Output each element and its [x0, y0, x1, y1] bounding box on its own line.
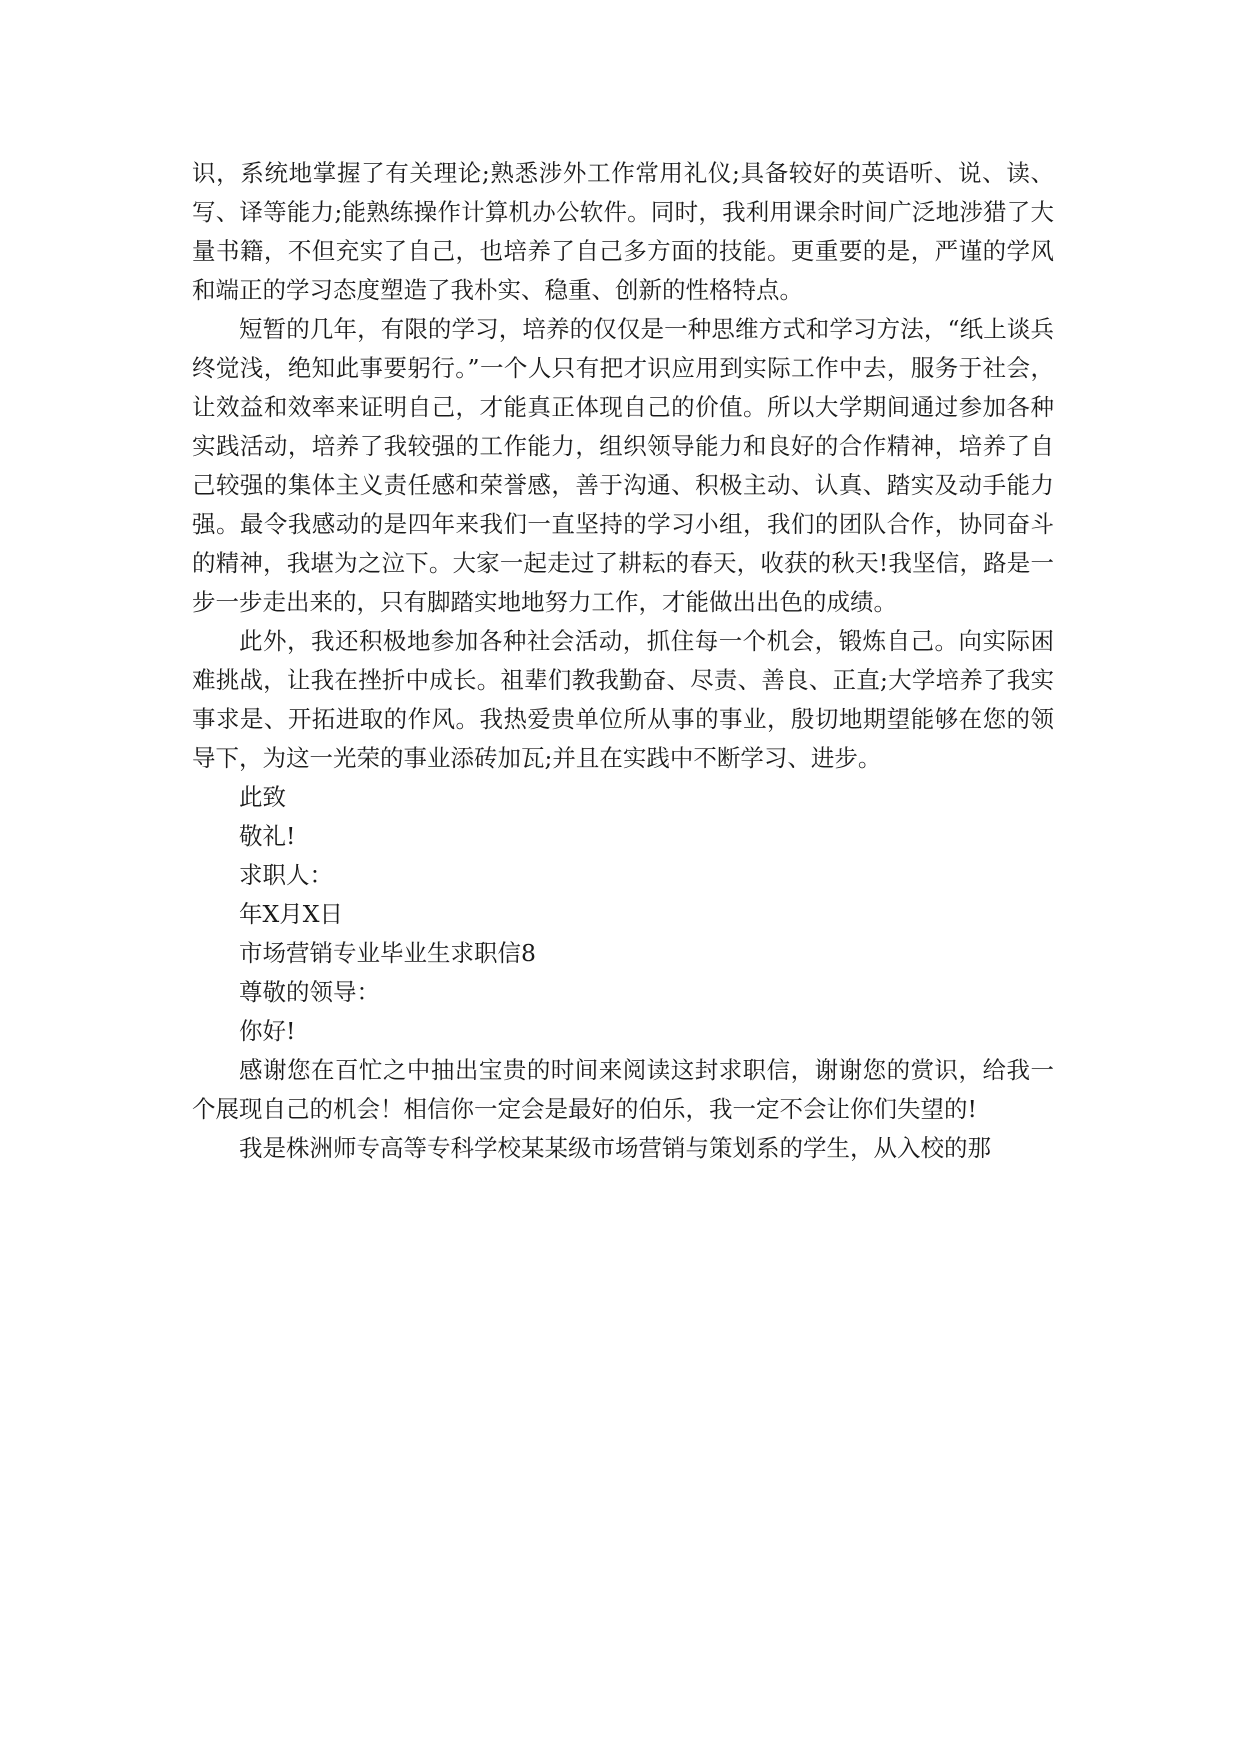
paragraph-skills: 识，系统地掌握了有关理论;熟悉涉外工作常用礼仪;具备较好的英语听、说、读、写、译等能力;能熟练操作计算机办公软件。同时，我利用课余时间广泛地涉猎了大量书籍，不但充实了自己，也培养了自己多方面的技能。更重要的是，严谨的学风和端正的学习态度塑造了我朴实、稳重、创新的性格特点。 [192, 159, 1054, 304]
paragraph-activities: 此外，我还积极地参加各种社会活动，抓住每一个机会，锻炼自己。向实际困难挑战，让我在挫折中成长。祖辈们教我勤奋、尽责、善良、正直;大学培养了我实事求是、开拓进取的作风。我热爱贵单位所从事的事业，殷切地期望能够在您的领导下，为这一光荣的事业添砖加瓦;并且在实践中不断学习、进步。 [192, 627, 1054, 772]
document-body [192, 154, 1054, 1168]
section-title: 市场营销专业毕业生求职信8 [239, 939, 536, 967]
closing-regards: 敬礼! [239, 822, 296, 850]
paragraph-intro: 我是株洲师专高等专科学校某某级市场营销与策划系的学生，从入校的那 [239, 1134, 991, 1162]
closing-salutation: 此致 [239, 783, 286, 811]
date-line: 年X月X日 [239, 900, 343, 928]
applicant-label: 求职人： [239, 861, 333, 889]
paragraph-practice: 短暂的几年，有限的学习，培养的仅仅是一种思维方式和学习方法，“纸上谈兵终觉浅，绝知此事要躬行。”一个人只有把才识应用到实际工作中去，服务于社会，让效益和效率来证明自己，才能真正体现自己的价值。所以大学期间通过参加各种实践活动，培养了我较强的工作能力，组织领导能力和良好的合作精神，培养了自己较强的集体主义责任感和荣誉感，善于沟通、积极主动、认真、踏实及动手能力强。最令我感动的是四年来我们一直坚持的学习小组，我们的团队合作，协同奋斗的精神，我堪为之泣下。大家一起走过了耕耘的春天，收获的秋天!我坚信，路是一步一步走出来的，只有脚踏实地地努力工作，才能做出出色的成绩。 [192, 315, 1054, 616]
paragraph-thanks: 感谢您在百忙之中抽出宝贵的时间来阅读这封求职信，谢谢您的赏识，给我一个展现自己的机会！相信你一定会是最好的伯乐，我一定不会让你们失望的! [192, 1056, 1054, 1123]
greeting-hello: 你好! [239, 1017, 296, 1045]
greeting-leader: 尊敬的领导： [239, 978, 380, 1006]
